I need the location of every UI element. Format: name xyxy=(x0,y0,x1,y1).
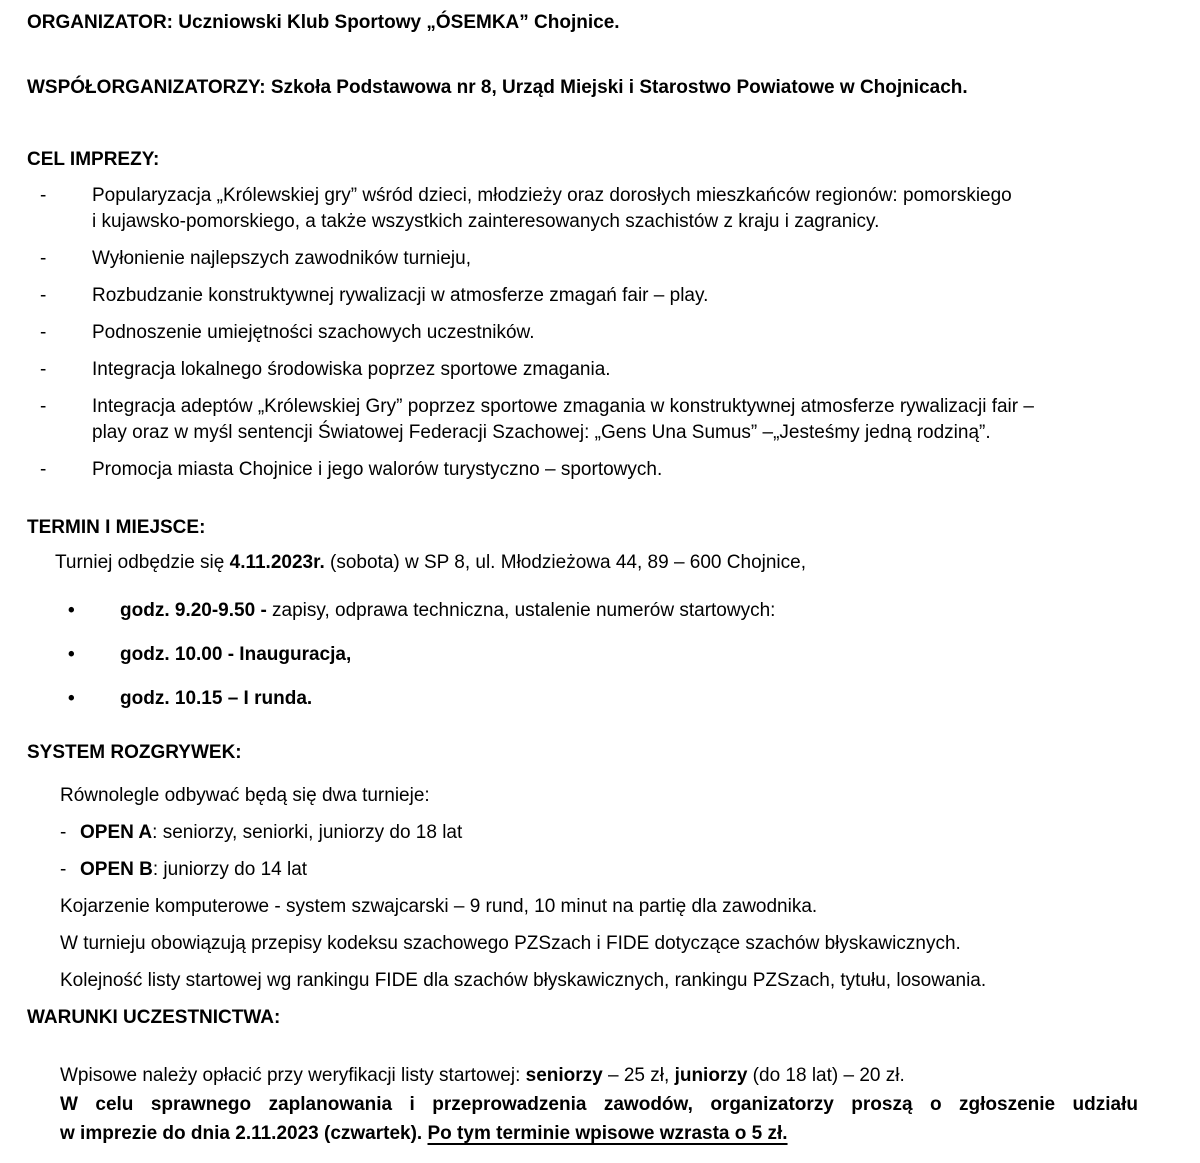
dash-bullet: - xyxy=(40,248,47,269)
schedule-item xyxy=(68,686,1200,712)
dot-bullet: • xyxy=(68,600,75,621)
goal-line: play oraz w myśl sentencji Światowej Federacji Szachowej: „Gens Una Sumus” –„Jesteśmy jedną rodziną”. xyxy=(92,422,991,443)
schedule-intro-post: (sobota) w SP 8, ul. Młodzieżowa 44, 89 – 600 Chojnice, xyxy=(324,552,806,573)
dot-bullet: • xyxy=(68,688,75,709)
fee-line xyxy=(60,1061,1138,1090)
schedule-item-bold: godz. 10.00 - Inauguracja, xyxy=(120,644,352,665)
system-paragraph: Kojarzenie komputerowe - system szwajcarski – 9 rund, 10 minut na partię dla zawodnika. xyxy=(60,896,818,917)
fee-pre: Wpisowe należy opłacić przy weryfikacji listy startowej: xyxy=(60,1065,526,1086)
schedule-item xyxy=(68,598,1200,624)
goal-item xyxy=(40,457,1200,483)
schedule-item-bold: godz. 9.20-9.50 - xyxy=(120,600,273,621)
goal-line: Promocja miasta Chojnice i jego walorów turystyczno – sportowych. xyxy=(92,459,663,480)
goal-item xyxy=(40,320,1200,346)
goal-text xyxy=(92,283,708,309)
goal-line: Rozbudzanie konstruktywnej rywalizacji w atmosferze zmagań fair – play. xyxy=(92,285,709,306)
coorganizers-line: WSPÓŁORGANIZATORZY: Szkoła Podstawowa nr 8, Urząd Miejski i Starostwo Powiatowe w Chojnicach. xyxy=(27,77,968,98)
schedule-item xyxy=(68,642,1200,668)
document-page xyxy=(0,10,1200,1148)
goal-item xyxy=(40,357,1200,383)
open-a-label: OPEN A xyxy=(80,822,153,843)
dash-bullet: - xyxy=(60,859,67,880)
schedule-date: 4.11.2023r. xyxy=(229,552,325,573)
goal-item xyxy=(40,394,1200,446)
deadline-line-1: W celu sprawnego zaplanowania i przeprowadzenia zawodów, organizatorzy proszą o zgłoszenie udziału xyxy=(60,1094,1138,1115)
dash-bullet: - xyxy=(40,322,47,343)
goal-text xyxy=(92,394,1034,446)
system-paragraph: W turnieju obowiązują przepisy kodeksu szachowego PZSzach i FIDE dotyczące szachów błyskawicznych. xyxy=(60,933,961,954)
goal-item xyxy=(40,183,1200,235)
fee-mid: – 25 zł, xyxy=(602,1065,675,1086)
open-b-line xyxy=(60,857,1200,883)
dash-bullet: - xyxy=(40,459,47,480)
goal-text xyxy=(92,457,662,483)
fee-post: (do 18 lat) – 20 zł. xyxy=(747,1065,905,1086)
deadline-line-2 xyxy=(60,1119,1138,1148)
schedule-intro xyxy=(55,550,1200,576)
goal-text xyxy=(92,246,471,272)
schedule-item-rest: zapisy, odprawa techniczna, ustalenie numerów startowych: xyxy=(272,600,776,621)
schedule-list xyxy=(0,598,1200,712)
schedule-intro-pre: Turniej odbędzie się xyxy=(55,552,230,573)
open-a-rest: : seniorzy, seniorki, juniorzy do 18 lat xyxy=(152,822,463,843)
deadline-warning: Po tym terminie wpisowe wzrasta o 5 zł. xyxy=(427,1123,788,1144)
goal-line: Integracja lokalnego środowiska poprzez sportowe zmagania. xyxy=(92,359,611,380)
dash-bullet: - xyxy=(40,396,47,417)
schedule-item-bold: godz. 10.15 – I runda. xyxy=(120,688,313,709)
deadline-line-2-pre: w imprezie do dnia 2.11.2023 (czwartek). xyxy=(60,1123,428,1144)
dash-bullet: - xyxy=(40,185,47,206)
goal-text xyxy=(92,357,611,383)
fee-juniors-label: juniorzy xyxy=(674,1065,748,1086)
dot-bullet: • xyxy=(68,644,75,665)
goal-line: i kujawsko-pomorskiego, a także wszystkich zainteresowanych szachistów z kraju i zagranicy. xyxy=(92,211,880,232)
system-intro: Równolegle odbywać będą się dwa turnieje: xyxy=(60,785,430,806)
goal-line: Popularyzacja „Królewskiej gry” wśród dzieci, młodzieży oraz dorosłych mieszkańców regionów: pomorskiego xyxy=(92,185,1012,206)
dash-bullet: - xyxy=(40,359,47,380)
goal-line: Wyłonienie najlepszych zawodników turnieju, xyxy=(92,248,471,269)
schedule-item-text xyxy=(120,598,775,624)
goal-item xyxy=(40,283,1200,309)
open-b-rest: : juniorzy do 14 lat xyxy=(152,859,308,880)
dash-bullet: - xyxy=(60,822,67,843)
conditions-block xyxy=(60,1061,1138,1148)
goals-heading: CEL IMPREZY: xyxy=(27,149,160,170)
dash-bullet: - xyxy=(40,285,47,306)
fee-seniors-label: seniorzy xyxy=(525,1065,603,1086)
open-b-text xyxy=(80,857,307,883)
organizer-line: ORGANIZATOR: Uczniowski Klub Sportowy „ÓSEMKA” Chojnice. xyxy=(27,12,620,33)
system-paragraph: Kolejność listy startowej wg rankingu FIDE dla szachów błyskawicznych, rankingu PZSzach, tytułu, losowania. xyxy=(60,970,987,991)
goal-line: Integracja adeptów „Królewskiej Gry” poprzez sportowe zmagania w konstruktywnej atmosferze rywalizacji fair – xyxy=(92,396,1034,417)
system-heading: SYSTEM ROZGRYWEK: xyxy=(27,742,242,763)
schedule-heading: TERMIN I MIEJSCE: xyxy=(27,517,206,538)
goals-list xyxy=(0,183,1200,483)
goal-text xyxy=(92,320,535,346)
conditions-heading: WARUNKI UCZESTNICTWA: xyxy=(27,1007,281,1028)
goal-text xyxy=(92,183,1012,235)
open-b-label: OPEN B xyxy=(80,859,153,880)
open-a-line xyxy=(60,820,1200,846)
schedule-item-text xyxy=(120,686,312,712)
open-a-text xyxy=(80,820,462,846)
goal-item xyxy=(40,246,1200,272)
goal-line: Podnoszenie umiejętności szachowych uczestników. xyxy=(92,322,535,343)
schedule-item-text xyxy=(120,642,351,668)
